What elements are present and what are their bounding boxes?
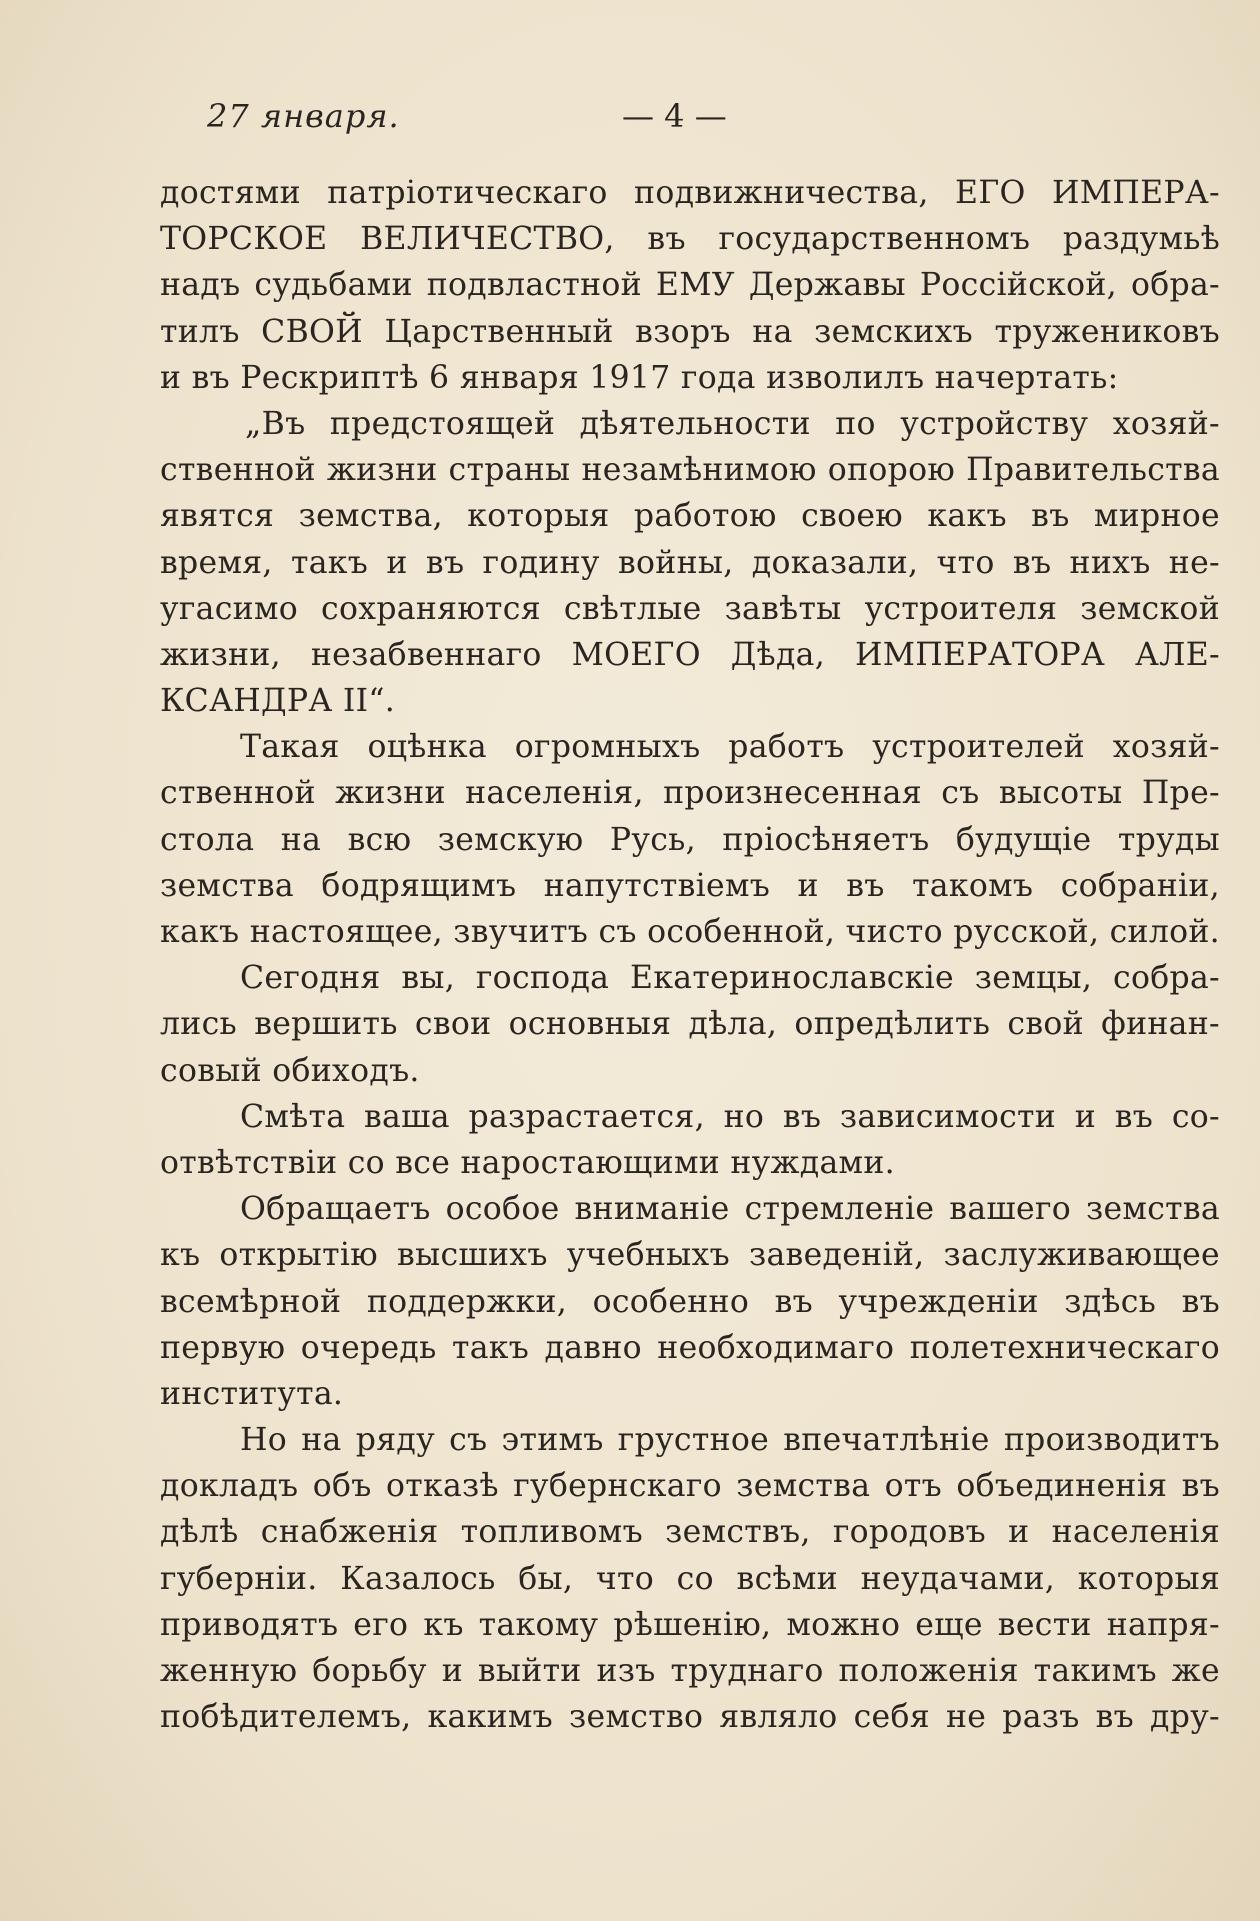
text-line: и въ Рескриптѣ 6 января 1917 года изволилъ начертать:: [160, 359, 1119, 396]
paragraph: [160, 1186, 1220, 1417]
text-line: Такая оцѣнка огромныхъ работъ устроителей хозяй-: [240, 729, 1220, 766]
text-line: жизни, незабвеннаго МОЕГО Дѣда, ИМПЕРАТОРА АЛЕ-: [160, 636, 1220, 673]
text-line: ственной жизни страны незамѣнимою опорою Правительства: [160, 452, 1220, 489]
text-line: явятся земства, которыя работою своею какъ въ мирное: [160, 498, 1220, 535]
text-line: угасимо сохраняются свѣтлые завѣты устроителя земской: [160, 590, 1220, 627]
text-line: женную борьбу и выйти изъ труднаго положенія такимъ же: [160, 1653, 1220, 1689]
text-line: земства бодрящимъ напутствіемъ и въ такомъ собраніи,: [160, 867, 1220, 904]
text-line: лись вершить свои основныя дѣла, опредѣлить свой финан-: [160, 1006, 1220, 1043]
text-line: ственной жизни населенія, произнесенная съ высоты Пре-: [160, 775, 1220, 812]
paragraph: [160, 1094, 1220, 1186]
text-line: КСАНДРА II“.: [160, 683, 396, 720]
text-line: надъ судьбами подвластной ЕМУ Державы Россійской, обра-: [160, 267, 1220, 304]
text-line: время, такъ и въ годину войны, доказали, что въ нихъ не-: [160, 544, 1220, 581]
paragraph: [160, 170, 1220, 401]
text-line: совый обиходъ.: [160, 1052, 420, 1089]
paragraph: [160, 955, 1220, 1094]
paragraph: [160, 1417, 1220, 1740]
text-line: „Въ предстоящей дѣятельности по устройству хозяй-: [245, 405, 1220, 442]
text-line: какъ настоящее, звучитъ съ особенной, чисто русской, силой.: [160, 914, 1220, 950]
text-line: приводятъ его къ такому рѣшенію, можно еще вести напря-: [160, 1606, 1220, 1643]
paragraph: [160, 724, 1220, 955]
page-number: — 4 —: [622, 97, 727, 135]
body-text: [160, 170, 1220, 1740]
text-line: отвѣтствіи со все наростающими нуждами.: [160, 1144, 895, 1181]
text-line: стола на всю земскую Русь, пріосѣняетъ будущіе труды: [160, 821, 1220, 858]
text-line: тилъ СВОЙ Царственный взоръ на земскихъ тружениковъ: [160, 313, 1220, 350]
text-line: института.: [160, 1375, 344, 1412]
page-header: [162, 97, 995, 147]
text-line: Смѣта ваша разрастается, но въ зависимости и въ со-: [240, 1098, 1220, 1135]
text-line: къ открытію высшихъ учебныхъ заведеній, заслуживающее: [160, 1237, 1220, 1274]
text-line: Обращаетъ особое вниманіе стремленіе вашего земства: [240, 1191, 1220, 1228]
text-line: губерніи. Казалось бы, что со всѣми неудачами, которыя: [160, 1560, 1220, 1597]
text-line: ТОРСКОЕ ВЕЛИЧЕСТВО, въ государственномъ раздумьѣ: [160, 221, 1220, 258]
text-line: Сегодня вы, господа Екатеринославскіе земцы, собра-: [240, 960, 1220, 997]
text-line: Но на ряду съ этимъ грустное впечатлѣніе производитъ: [240, 1422, 1220, 1459]
quote-paragraph: [160, 401, 1220, 724]
text-line: дѣлѣ снабженія топливомъ земствъ, городовъ и населенія: [160, 1514, 1220, 1551]
text-line: достями патріотическаго подвижничества, ЕГО ИМПЕРА-: [160, 175, 1220, 211]
text-line: побѣдителемъ, какимъ земство являло себя не разъ въ дру-: [160, 1699, 1220, 1736]
text-line: докладъ объ отказѣ губернскаго земства отъ объединенія въ: [160, 1468, 1220, 1505]
page-date: 27 января.: [207, 97, 400, 135]
text-line: всемѣрной поддержки, особенно въ учрежденіи здѣсь въ: [160, 1283, 1220, 1320]
text-line: первую очередь такъ давно необходимаго полетехническаго: [160, 1329, 1220, 1366]
